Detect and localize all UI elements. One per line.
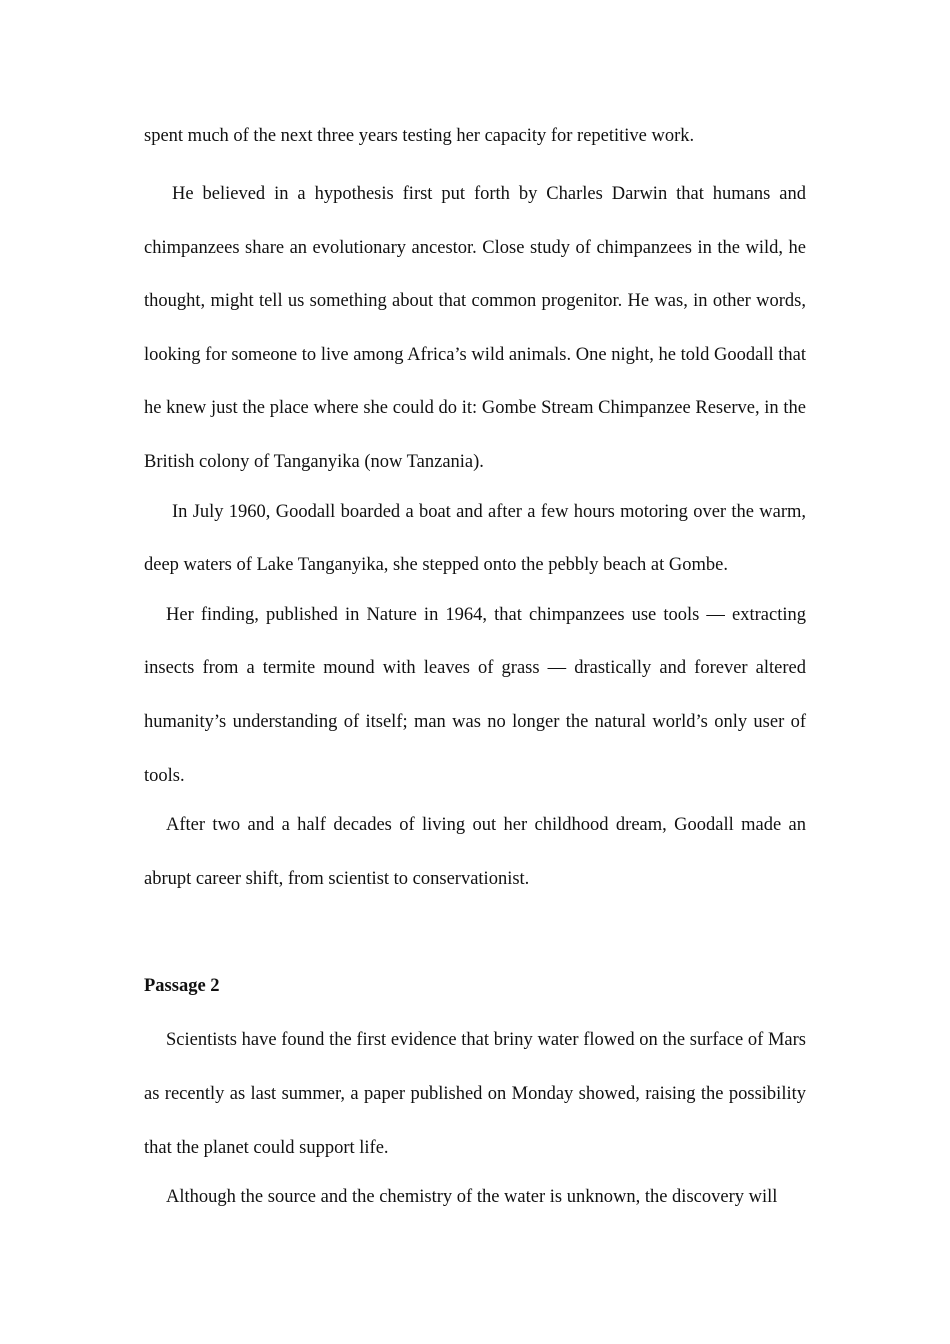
passage1-paragraph-tools-finding: Her finding, published in Nature in 1964, that chimpanzees use tools — extracting insects from a termite mound with leaves of grass — drastically and forever altered humanity’s understanding of itself; man was no longer the natural world’s only user of tools. [144,604,806,786]
passage2-heading: Passage 2 [144,976,220,997]
passage1-paragraph-gombe-arrival: In July 1960, Goodall boarded a boat and after a few hours motoring over the warm, deep waters of Lake Tanganyika, she stepped onto the pebbly beach at Gombe. [144,501,806,576]
document-page [144,118,806,1225]
passage2-paragraph-mars-water: Scientists have found the first evidence that briny water flowed on the surface of Mars as recently as last summer, a paper published on Monday showed, raising the possibility that the planet could support life. [144,1030,806,1158]
passage1-paragraph-darwin: He believed in a hypothesis first put forth by Charles Darwin that humans and chimpanzees share an evolutionary ancestor. Close study of chimpanzees in the wild, he thought, might tell us something about that common progenitor. He was, in other words, looking for someone to live among Africa’s wild animals. One night, he told Goodall that he knew just the place where she could do it: Gombe Stream Chimpanzee Reserve, in the British colony of Tanganyika (now Tanzania). [144,184,806,472]
continued-paragraph-line: spent much of the next three years testing her capacity for repetitive work. [144,126,695,146]
passage1-paragraph-career-shift: After two and a half decades of living out her childhood dream, Goodall made an abrupt career shift, from scientist to conservationist. [144,815,806,889]
passage2-paragraph-discovery: Although the source and the chemistry of the water is unknown, the discovery will [166,1187,778,1208]
